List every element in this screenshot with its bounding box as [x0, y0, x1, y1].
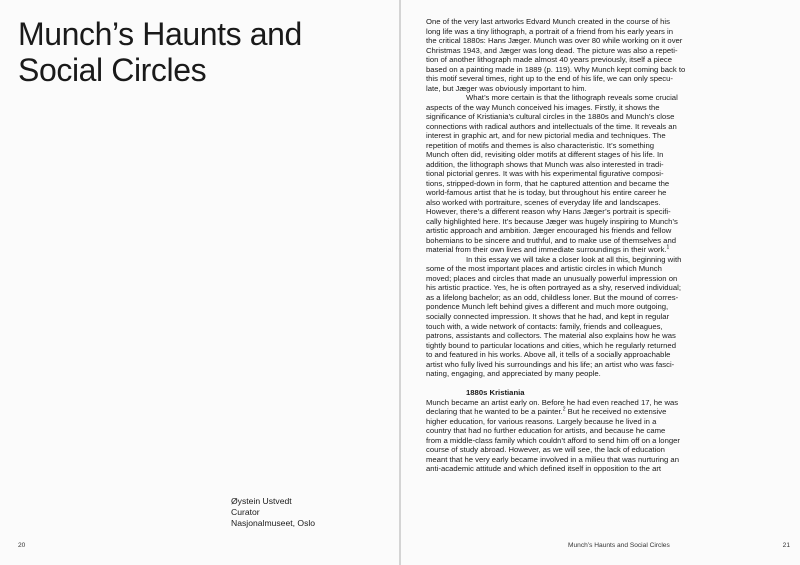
author-credit [231, 496, 315, 530]
text-line: aspects of the way Munch conceived his images. Firstly, it shows the [426, 102, 660, 112]
author-role: Curator [231, 507, 260, 518]
author-name: Øystein Ustvedt [231, 496, 292, 506]
text-line: country that had no further education for artists, and because he came [426, 426, 666, 436]
text-line: pondence Munch left behind gives a different and much more outgoing, [426, 302, 669, 312]
text-line: from a middle-class family which couldn’t afford to send him off on a longer [426, 435, 680, 445]
text-line [426, 407, 780, 417]
page-number-right: 21 [782, 542, 790, 549]
text-line: In this essay we will take a closer look at all this, beginning with [466, 254, 682, 264]
text-line: tions, stripped-down in form, that he captured attention and became the [426, 178, 670, 188]
text-line: also worked with portraiture, scenes of everyday life and landscapes. [426, 197, 661, 207]
essay-title-line: Munch’s Haunts and [18, 16, 302, 52]
text-line: bohemians to be sincere and truthful, and to make use of themselves and [426, 235, 676, 245]
text-line: artist who fully lived his surroundings and his life; an artist who was fasci- [426, 359, 675, 369]
text-line: tion of another lithograph made almost 40 years previously, itself a piece [426, 55, 672, 65]
text-line: interest in graphic art, and for new pictorial media and techniques. The [426, 131, 666, 141]
text-line: cally highlighted here. It’s because Jæger was hugely inspiring to Munch’s [426, 216, 678, 226]
text-line: connections with radical authors and intellectuals of the time. It reveals an [426, 121, 677, 131]
text-line: this motif several times, right up to the end of his life, we can only specu- [426, 74, 673, 84]
text-line: long life was a tiny lithograph, a portrait of a friend from his early years in [426, 26, 673, 36]
text-line: higher education, for various reasons. Largely because he lived in a [426, 416, 657, 426]
text-line: patrons, assistants and collectors. The material also explains how he was [426, 331, 676, 341]
text-line-content: material from their own lives and immediate surroundings in their work. [426, 245, 667, 255]
text-line: artistic approach and ambition. Jæger encouraged his friends and fellow [426, 226, 672, 236]
text-line: tional pictorial genres. It was with his experimental figurative composi- [426, 169, 664, 179]
text-line: One of the very last artworks Edvard Munch created in the course of his [426, 17, 670, 26]
text-line: nating, engaging, and appreciated by many people. [426, 369, 601, 379]
text-line: meant that he very early became involved in a milieu that was nurturing an [426, 454, 679, 464]
text-line: anti-academic attitude and which defined itself in opposition to the art [426, 464, 662, 474]
text-line-content: declaring that he wanted to be a painter. [426, 407, 563, 417]
text-line: to and featured in his works. Above all, it tells of a socially approachable [426, 350, 671, 360]
text-line: as a lifelong bachelor; as an odd, childless loner. But the mound of corres- [426, 292, 679, 302]
essay-title-line: Social Circles [18, 52, 207, 88]
text-line: addition, the lithograph shows that Munch was also interested in tradi- [426, 159, 664, 169]
text-line: repetition of motifs and themes is also characteristic. It’s something [426, 140, 655, 150]
text-line: However, there’s a different reason why Hans Jæger’s portrait is specifi- [426, 207, 671, 217]
essay-title [18, 16, 378, 88]
text-line [426, 245, 780, 255]
section-subheading: 1880s Kristiania [466, 388, 525, 398]
text-line: Munch often did, revisiting older motifs at different stages of his life. In [426, 150, 664, 160]
page-number-left: 20 [18, 542, 26, 549]
footnote-marker[interactable]: 1 [666, 244, 670, 251]
text-line: world-famous artist that he is today, but throughout his entire career he [426, 188, 667, 198]
essay-body [426, 17, 780, 474]
paragraph-3 [426, 255, 780, 379]
text-line: his artistic practice. Yes, he is often portrayed as a shy, reserved individual; [426, 283, 681, 293]
text-line: socially connected impression. It shows that he had, and kept in regular [426, 311, 670, 321]
text-line: late, but Jæger was obviously important to him. [426, 83, 587, 93]
paragraph-4 [426, 398, 780, 474]
text-line: touch with, a wide network of contacts: family, friends and colleagues, [426, 321, 663, 331]
author-institution: Nasjonalmuseet, Oslo [231, 518, 316, 529]
left-page [0, 0, 399, 565]
text-line: What’s more certain is that the lithograph reveals some crucial [466, 93, 678, 103]
text-line: based on a painting made in 1889 (p. 119). Why Munch kept coming back to [426, 64, 686, 74]
text-line-content: But he received no extensive [565, 407, 667, 417]
text-line: significance of Kristiania’s cultural circles in the 1880s and Munch’s close [426, 112, 675, 122]
right-page [401, 0, 800, 565]
text-line: course of study abroad. However, as we will see, the lack of education [426, 445, 665, 455]
paragraph-2 [426, 93, 780, 255]
text-line: some of the most important places and artistic circles in which Munch [426, 264, 662, 274]
paragraph-1 [426, 17, 780, 93]
text-line: Christmas 1943, and Jæger was long dead. The picture was also a repeti- [426, 45, 678, 55]
running-head: Munch’s Haunts and Social Circles [568, 542, 670, 549]
footnote-marker[interactable]: 2 [562, 406, 566, 413]
text-line: Munch became an artist early on. Before he had even reached 17, he was [426, 397, 679, 407]
text-line: tightly bound to particular locations and cities, which he regularly returned [426, 340, 676, 350]
text-line: the critical 1880s: Hans Jæger. Munch was over 80 while working on it over [426, 36, 683, 46]
text-line: moved; places and circles that made an unusually powerful impression on [426, 273, 678, 283]
